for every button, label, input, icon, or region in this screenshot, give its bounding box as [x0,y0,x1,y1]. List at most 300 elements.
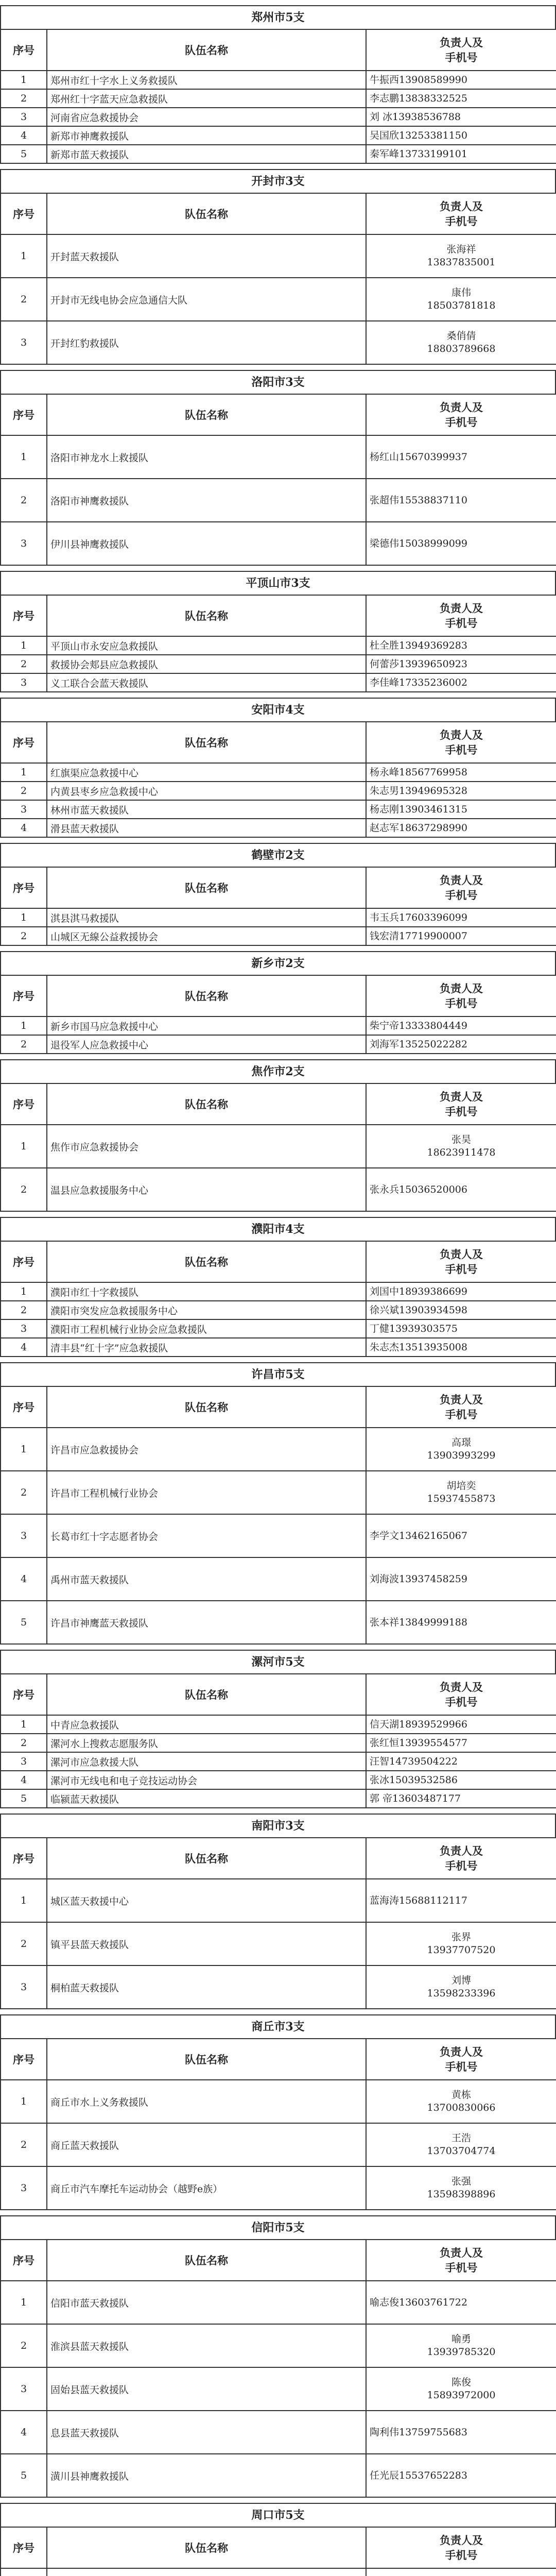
table-row [1,2568,556,2576]
row-contact: 朱志男13949695328 [366,782,556,800]
row-contact: 高璟 13903993299 [366,1428,556,1471]
row-index: 2 [1,782,47,800]
row-team-name: 洛阳市神鹰救援队 [47,479,366,522]
table-row [1,1771,556,1789]
header-contact-line1: 负责人及 [440,2533,483,2547]
section-title: 濮阳市4支 [0,1217,556,1241]
row-index: 4 [1,2411,47,2454]
table-row [1,1922,556,1965]
row-contact: 刘国中18939386699 [366,1282,556,1301]
row-contact: 张本祥13849999188 [366,1601,556,1644]
header-contact [366,1386,556,1428]
row-contact: 梁德伟15038999099 [366,522,556,565]
table-row [1,1965,556,2009]
table-row [1,2454,556,2497]
header-contact-line2: 手机号 [445,416,478,429]
row-team-name: 洛阳市神龙水上救援队 [47,435,366,479]
table-row [1,1514,556,1557]
row-team-name: 禹州市蓝天救援队 [47,1557,366,1601]
team-table [0,1837,556,2009]
header-contact [366,2240,556,2281]
row-index: 2 [1,2324,47,2367]
row-index: 2 [1,1471,47,1514]
row-team-name: 郑州红十字蓝天应急救援队 [47,89,366,108]
header-index: 序号 [1,1386,47,1428]
header-contact-line1: 负责人及 [440,2246,483,2259]
row-index: 1 [1,1016,47,1035]
team-table [0,2239,556,2498]
header-index: 序号 [1,1241,47,1282]
header-index: 序号 [1,1838,47,1879]
row-index: 3 [1,108,47,126]
city-section [0,951,556,1054]
team-table [0,975,556,1054]
row-contact: 徐兴斌13903934598 [366,1301,556,1319]
header-index: 序号 [1,2039,47,2080]
row-index: 2 [1,278,47,321]
row-index: 1 [1,71,47,89]
table-row [1,763,556,782]
row-index: 1 [1,1282,47,1301]
header-row [1,193,556,234]
city-section [0,1217,556,1357]
header-team: 队伍名称 [47,595,366,636]
header-contact-line1: 负责人及 [440,1247,483,1261]
row-index [1,2568,47,2576]
row-contact: 张冰15039532586 [366,1771,556,1789]
header-contact-line1: 负责人及 [440,2045,483,2058]
header-contact-line2: 手机号 [445,51,478,64]
row-contact: 蓝海涛15688112117 [366,1879,556,1922]
section-title: 许昌市5支 [0,1362,556,1386]
header-row [1,1386,556,1428]
row-index: 1 [1,763,47,782]
row-contact: 桑俏倩 18803789668 [366,321,556,364]
header-contact [366,595,556,636]
table-row [1,278,556,321]
city-section [0,571,556,692]
team-table [0,29,556,164]
row-team-name: 新郑市神鹰救援队 [47,126,366,145]
table-row [1,2166,556,2210]
row-contact: 朱志杰13513935008 [366,1338,556,1357]
row-contact: 陈俊 15893972000 [366,2367,556,2411]
row-team-name: 许昌市应急救援协会 [47,1428,366,1471]
table-row [1,1301,556,1319]
header-contact-line1: 负责人及 [440,981,483,995]
row-team-name: 红旗渠应急救援中心 [47,763,366,782]
row-contact: 赵志军18637298990 [366,819,556,837]
header-contact-line2: 手机号 [445,997,478,1010]
header-contact [366,867,556,908]
header-row [1,2527,556,2568]
row-team-name: 临颍蓝天救援队 [47,1789,366,1808]
header-contact-line2: 手机号 [445,2549,478,2562]
row-team-name: 救援协会郏县应急救援队 [47,655,366,673]
row-contact [366,2568,556,2576]
header-row [1,394,556,435]
row-contact: 钱宏清17719900007 [366,927,556,945]
table-row [1,522,556,565]
row-index: 3 [1,1319,47,1338]
row-team-name: 濮阳市红十字救援队 [47,1282,366,1301]
row-contact: 杜全胜13949369283 [366,636,556,655]
row-index: 4 [1,126,47,145]
table-row [1,89,556,108]
row-index: 1 [1,1125,47,1168]
row-contact: 张红恒13939554577 [366,1734,556,1752]
row-index: 4 [1,819,47,837]
row-team-name: 中青应急救援队 [47,1715,366,1734]
table-row [1,1035,556,1054]
header-contact [366,1674,556,1715]
row-contact: 柴宁帝13333804449 [366,1016,556,1035]
row-team-name: 城区蓝天救援中心 [47,1879,366,1922]
row-index: 2 [1,655,47,673]
row-index: 2 [1,1734,47,1752]
row-index: 4 [1,1771,47,1789]
row-team-name: 商丘蓝天救援队 [47,2123,366,2166]
header-contact-line2: 手机号 [445,1859,478,1872]
header-row [1,975,556,1016]
row-contact: 韦玉兵17603396099 [366,908,556,927]
city-section [0,2503,556,2576]
table-row [1,1471,556,1514]
row-team-name: 息县蓝天救援队 [47,2411,366,2454]
row-contact: 郭 帝13603487177 [366,1789,556,1808]
section-title: 周口市5支 [0,2503,556,2527]
row-team-name: 退役军人应急救援中心 [47,1035,366,1054]
header-index: 序号 [1,1083,47,1125]
row-contact: 丁健13939303575 [366,1319,556,1338]
header-row [1,1838,556,1879]
row-index: 5 [1,145,47,163]
row-index: 3 [1,800,47,819]
table-row [1,479,556,522]
header-contact-line1: 负责人及 [440,728,483,741]
row-team-name: 滑县蓝天救援队 [47,819,366,837]
table-row [1,1789,556,1808]
row-index: 4 [1,1557,47,1601]
row-contact: 张超伟15538837110 [366,479,556,522]
city-section [0,1650,556,1808]
header-team: 队伍名称 [47,1083,366,1125]
header-contact-line2: 手机号 [445,1696,478,1708]
header-contact-line2: 手机号 [445,617,478,630]
city-section [0,1814,556,2009]
row-team-name: 长葛市红十字志愿者协会 [47,1514,366,1557]
header-index: 序号 [1,975,47,1016]
row-contact: 任光辰15537652283 [366,2454,556,2497]
table-row [1,927,556,945]
row-contact: 信天湖18939529966 [366,1715,556,1734]
table-row [1,782,556,800]
row-contact: 李志鹏13838332525 [366,89,556,108]
header-contact-line1: 负责人及 [440,1393,483,1406]
city-section [0,2215,556,2498]
team-table [0,867,556,946]
header-team: 队伍名称 [47,394,366,435]
row-team-name: 开封市无线电协会应急通信大队 [47,278,366,321]
header-contact [366,2527,556,2568]
section-title: 信阳市5支 [0,2215,556,2239]
table-row [1,1734,556,1752]
header-contact-line1: 负责人及 [440,873,483,887]
city-section [0,370,556,566]
header-index: 序号 [1,2240,47,2281]
header-index: 序号 [1,193,47,234]
row-team-name: 濮阳市突发应急救援服务中心 [47,1301,366,1319]
section-title: 商丘市3支 [0,2014,556,2038]
row-team-name: 焦作市应急救援协会 [47,1125,366,1168]
city-section [0,2014,556,2210]
table-row [1,800,556,819]
header-contact-line2: 手机号 [445,1263,478,1276]
row-team-name: 开封红豹救援队 [47,321,366,364]
section-title: 鹤壁市2支 [0,843,556,867]
row-team-name: 开封蓝天救援队 [47,234,366,278]
header-contact-line2: 手机号 [445,2060,478,2073]
row-contact: 汪智14739504222 [366,1752,556,1771]
row-team-name: 商丘市水上义务救援队 [47,2080,366,2123]
row-index: 3 [1,1752,47,1771]
header-contact [366,193,556,234]
row-team-name: 清丰县“红十字”应急救援队 [47,1338,366,1357]
row-contact: 李佳峰17335236002 [366,673,556,692]
row-index: 1 [1,1428,47,1471]
section-title: 开封市3支 [0,169,556,193]
header-contact-line1: 负责人及 [440,601,483,615]
section-title: 安阳市4支 [0,698,556,721]
header-contact-line1: 负责人及 [440,199,483,213]
row-index: 2 [1,1301,47,1319]
row-team-name: 桐柏蓝天救援队 [47,1965,366,2009]
header-contact [366,2039,556,2080]
table-row [1,1338,556,1357]
table-row [1,321,556,364]
row-index: 1 [1,636,47,655]
team-table [0,1083,556,1212]
table-row [1,1282,556,1301]
table-row [1,2080,556,2123]
row-index: 5 [1,1789,47,1808]
header-row [1,29,556,71]
team-table [0,595,556,692]
header-contact [366,975,556,1016]
header-row [1,722,556,763]
team-table [0,1386,556,1645]
row-team-name: 新郑市蓝天救援队 [47,145,366,163]
header-team: 队伍名称 [47,2240,366,2281]
row-team-name [47,2568,366,2576]
header-contact-line1: 负责人及 [440,1844,483,1857]
row-contact: 喻勇 13939785320 [366,2324,556,2367]
row-team-name: 山城区无線公益救援协会 [47,927,366,945]
section-title: 南阳市3支 [0,1814,556,1837]
row-contact: 胡培奕 15937455873 [366,1471,556,1514]
header-team: 队伍名称 [47,2527,366,2568]
row-index: 3 [1,321,47,364]
row-team-name: 义工联合会蓝天救援队 [47,673,366,692]
row-team-name: 漯河水上搜救志愿服务队 [47,1734,366,1752]
row-index: 2 [1,2123,47,2166]
table-row [1,1601,556,1644]
section-title: 漯河市5支 [0,1650,556,1673]
row-contact: 黄栋 13700830066 [366,2080,556,2123]
row-contact: 刘 冰13938536788 [366,108,556,126]
row-index: 3 [1,673,47,692]
table-row [1,819,556,837]
table-row [1,2123,556,2166]
row-team-name: 内黄县枣乡应急救援中心 [47,782,366,800]
row-contact: 刘海波13937458259 [366,1557,556,1601]
header-contact-line2: 手机号 [445,1105,478,1118]
header-contact-line1: 负责人及 [440,36,483,49]
row-index: 2 [1,1035,47,1054]
rescue-team-document [0,5,556,2576]
header-row [1,595,556,636]
row-index: 1 [1,908,47,927]
header-row [1,2240,556,2281]
header-index: 序号 [1,595,47,636]
row-contact: 陶利伟13759755683 [366,2411,556,2454]
row-team-name: 许昌市工程机械行业协会 [47,1471,366,1514]
table-row [1,636,556,655]
table-row [1,2367,556,2411]
table-row [1,1879,556,1922]
section-title: 洛阳市3支 [0,370,556,394]
row-index: 1 [1,234,47,278]
header-contact [366,1083,556,1125]
row-team-name: 郑州市红十字水上义务救援队 [47,71,366,89]
header-index: 序号 [1,1674,47,1715]
table-row [1,1319,556,1338]
row-contact: 刘海军13525022282 [366,1035,556,1054]
row-team-name: 濮阳市工程机械行业协会应急救援队 [47,1319,366,1338]
row-team-name: 淇县淇马救援队 [47,908,366,927]
row-contact: 杨志刚13903461315 [366,800,556,819]
team-table [0,193,556,365]
city-section [0,1059,556,1212]
row-index: 5 [1,2454,47,2497]
table-row [1,234,556,278]
row-team-name: 漯河市应急救援大队 [47,1752,366,1771]
header-contact [366,1838,556,1879]
row-index: 1 [1,2080,47,2123]
row-team-name: 信阳市蓝天救援队 [47,2281,366,2324]
header-team: 队伍名称 [47,1386,366,1428]
table-row [1,2411,556,2454]
section-title: 新乡市2支 [0,951,556,975]
row-index: 2 [1,1922,47,1965]
header-index: 序号 [1,867,47,908]
header-contact-line2: 手机号 [445,215,478,228]
row-team-name: 新乡市国马应急救援中心 [47,1016,366,1035]
row-index: 1 [1,435,47,479]
table-row [1,673,556,692]
row-contact: 喻志俊13603761722 [366,2281,556,2324]
row-index: 1 [1,1715,47,1734]
row-contact: 秦军峰13733199101 [366,145,556,163]
team-table [0,721,556,838]
table-row [1,145,556,163]
row-contact: 张昊 18623911478 [366,1125,556,1168]
row-contact: 王浩 13703704774 [366,2123,556,2166]
row-index: 3 [1,1514,47,1557]
row-contact: 张强 13598398896 [366,2166,556,2210]
row-index: 5 [1,1601,47,1644]
row-contact: 何蕾莎13939650923 [366,655,556,673]
header-team: 队伍名称 [47,1674,366,1715]
table-row [1,908,556,927]
header-contact-line2: 手机号 [445,2261,478,2274]
table-row [1,1557,556,1601]
table-row [1,108,556,126]
row-contact: 杨永峰18567769958 [366,763,556,782]
header-contact-line2: 手机号 [445,743,478,756]
table-row [1,1016,556,1035]
header-index: 序号 [1,2527,47,2568]
header-team: 队伍名称 [47,867,366,908]
row-team-name: 镇平县蓝天救援队 [47,1922,366,1965]
row-team-name: 潢川县神鹰救援队 [47,2454,366,2497]
header-team: 队伍名称 [47,2039,366,2080]
table-row [1,71,556,89]
header-contact [366,1241,556,1282]
row-index: 1 [1,2281,47,2324]
header-contact-line1: 负责人及 [440,1680,483,1693]
team-table [0,394,556,566]
team-table [0,1673,556,1808]
header-contact [366,29,556,71]
header-index: 序号 [1,29,47,71]
table-row [1,126,556,145]
row-team-name: 许昌市神鹰蓝天救援队 [47,1601,366,1644]
row-contact: 张永兵15036520006 [366,1168,556,1211]
row-index: 2 [1,479,47,522]
table-row [1,1715,556,1734]
row-team-name: 漯河市无线电和电子竞技运动协会 [47,1771,366,1789]
row-team-name: 淮滨县蓝天救援队 [47,2324,366,2367]
header-contact-line2: 手机号 [445,889,478,902]
table-row [1,2324,556,2367]
header-contact-line1: 负责人及 [440,1090,483,1103]
row-index: 2 [1,89,47,108]
header-row [1,2039,556,2080]
row-index: 3 [1,2367,47,2411]
city-section [0,5,556,164]
header-row [1,1083,556,1125]
table-row [1,2281,556,2324]
header-index: 序号 [1,722,47,763]
team-table [0,2527,556,2576]
city-section [0,1362,556,1645]
row-contact: 李学文13462165067 [366,1514,556,1557]
city-section [0,698,556,838]
row-team-name: 平顶山市永安应急救援队 [47,636,366,655]
table-row [1,1125,556,1168]
row-index: 3 [1,2166,47,2210]
row-contact: 吴国欣13253381150 [366,126,556,145]
row-contact: 牛振西13908589990 [366,71,556,89]
row-contact: 刘博 13598233396 [366,1965,556,2009]
row-contact: 张海祥 13837835001 [366,234,556,278]
header-team: 队伍名称 [47,1241,366,1282]
row-contact: 康伟 18503781818 [366,278,556,321]
section-title: 焦作市2支 [0,1059,556,1083]
header-row [1,1241,556,1282]
section-title: 平顶山市3支 [0,571,556,595]
